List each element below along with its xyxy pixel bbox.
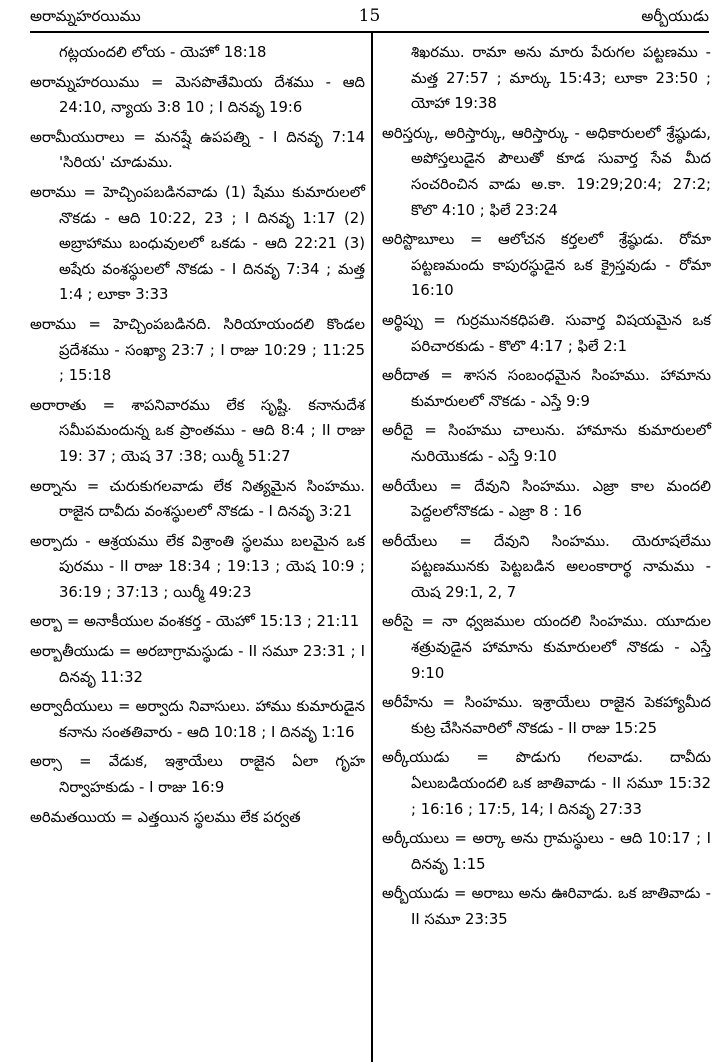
dictionary-entry: అరామీయురాలు = మనష్షే ఉపపత్ని - I దినవృ 7:14 'సిరియ' చూడుము. bbox=[30, 128, 365, 172]
dictionary-entry: అరీహేను = సింహము. ఇశ్రాయేలు రాజైన పెకహ్యామీద కుట్ర చేసినవారిలో నొకడు - II రాజు 15:25 bbox=[382, 694, 711, 737]
dictionary-entry: అర్బా = అనాకీయుల వంశకర్త - యెహో 15:13 ; 21:11 bbox=[30, 613, 360, 631]
dictionary-entry: అరాము = హెచ్చింపబడినవాడు (1) షేము కుమారులలో నొకడు - ఆది 10:22, 23 ; I దినవృ 1:17 (2) అబ్రాహాము బంధువులలో ఒకడు - ఆది 22:21 (3) అషేరు వంశస్థులలో నొకడు - I దినవృ 7:34 ; మత్త 1:4 ; లూకా 3:33 bbox=[30, 183, 365, 304]
dictionary-entry: గట్లయందలి లోయ - యెహో 18:18 bbox=[59, 44, 267, 61]
dictionary-entry: అరిస్తర్కు, అరిస్తార్కు, ఆరిస్తార్కు - అధికారులలో శ్రేష్ఠుడు, అపోస్తలుడైన పౌలుతో కూడ సువార్త సేవ మీద సంచరించిన వాడు అ.కా. 19:29;20:4; 27:2; కొలొ 4:10 ; ఫిలే 23:24 bbox=[382, 124, 711, 219]
page-header bbox=[30, 4, 709, 30]
dictionary-entry: అరిస్టొబూలు = ఆలోచన కర్తలలో శ్రేష్ఠుడు. రోమా పట్టణమందు కాపురస్థుడైన ఒక క్రైస్తవుడు - రోమా 16:10 bbox=[382, 231, 711, 300]
dictionary-entry: అరాము = హెచ్చింపబడినది. సిరియాయందలి కొండల ప్రదేశము - సంఖ్యా 23:7 ; I రాజు 10:29 ; 11:25 ; 15:18 bbox=[30, 315, 365, 385]
dictionary-entry: అర్బాతీయుడు = అరబాగ్రామస్థుడు - II సమూ 23:31 ; I దినవృ 11:32 bbox=[30, 643, 365, 686]
dictionary-entry: అరీదై = సింహము చాలును. హామాను కుమారులలో నురియొకడు - ఎస్తే 9:10 bbox=[382, 422, 711, 465]
dictionary-entry: అరీదాత = శాసన సంబంధమైన సింహము. హామాను కుమారులలో నొకడు - ఎస్తే 9:9 bbox=[382, 367, 711, 410]
running-head-right: అర్బీయుడు bbox=[641, 7, 709, 25]
dictionary-entry: అరారాతు = శాపనివారము లేక సృష్టి. కనానుదేశ సమీపమందున్న ఒక ప్రాంతము - ఆది 8:4 ; II రాజు 19: 37 ; యెష 37 :38; యిర్మీ 51:27 bbox=[30, 396, 365, 465]
left-column bbox=[30, 40, 365, 834]
dictionary-entry: అర్కీయుడు = పొడుగు గలవాడు. దావీదు ఏలుబడియందలి ఒక జాతివాడు - II సమూ 15:32 ; 16:16 ; 17:5, 14; I దినవృ 27:33 bbox=[382, 749, 711, 818]
column-divider bbox=[371, 33, 373, 1062]
dictionary-entry: అర్థిప్పు = గుర్రమునకధిపతి. సువార్త విషయమైన ఒక పరిచారకుడు - కొలొ 4:17 ; ఫిలే 2:1 bbox=[382, 311, 711, 355]
page-number: 15 bbox=[358, 6, 381, 26]
dictionary-entry: అరిమతయియ = ఎత్తయిన స్థలము లేక పర్వత bbox=[30, 808, 301, 826]
dictionary-entry: అరీసై = నా ధ్వజముల యందలి సింహము. యూదుల శత్రువుడైన హామాను కుమారులలో నొకడు - ఎస్తే 9:10 bbox=[382, 613, 711, 682]
dictionary-entry: అర్బీయుడు = అరాబు అను ఊరివాడు. ఒక జాతివాడు - II సమూ 23:35 bbox=[382, 885, 711, 928]
dictionary-entry: అర్వాదీయులు = అర్వాదు నివాసులు. హాము కుమారుడైన కనాను సంతతివారు - ఆది 10:18 ; I దినవృ 1:16 bbox=[30, 698, 365, 741]
right-column bbox=[382, 40, 711, 937]
header-rule bbox=[30, 31, 709, 33]
dictionary-entry: అరీయేలు = దేవుని సింహము. యెరూషలేము పట్టణమునకు పెట్టబడిన అలంకారార్థ నామము - యెష 29:1, 2, 7 bbox=[382, 532, 711, 601]
dictionary-entry: అర్నాను = చురుకుగలవాడు లేక నిత్యమైన సింహము. రాజైన దావీదు వంశస్థులలో నొకడు - I దినవృ 3:21 bbox=[30, 477, 365, 521]
dictionary-entry: అర్పాదు - ఆశ్రయము లేక విశ్రాంతి స్థలము బలమైన ఒక పురము - II రాజు 18:34 ; 19:13 ; యెష 10:9 ; 36:19 ; 37:13 ; యిర్మీ 49:23 bbox=[30, 532, 365, 601]
dictionary-entry: అర్కీయులు = అర్కా అను గ్రామస్థులు - ఆది 10:17 ; I దినవృ 1:15 bbox=[382, 830, 711, 873]
dictionary-entry: శిఖరము. రామా అను మారు పేరుగల పట్టణము - మత్త 27:57 ; మార్కు 15:43; లూకా 23:50 ; యోహా 19:38 bbox=[411, 44, 711, 113]
dictionary-entry: అరీయేలు = దేవుని సింహము. ఎజ్రా కాల మందలి పెద్దలలోనొకడు - ఎజ్రా 8 : 16 bbox=[382, 477, 711, 521]
dictionary-entry: అర్సా = వేడుక, ఇశ్రాయేలు రాజైన ఏలా గృహ నిర్వాహకుడు - I రాజు 16:9 bbox=[30, 753, 365, 797]
dictionary-entry: అరామ్నహరయిము = మెసపొతేమియ దేశము - ఆది 24:10, న్యాయ 3:8 10 ; I దినవృ 19:6 bbox=[30, 73, 365, 117]
running-head-left: అరామ్నహరయిము bbox=[30, 7, 141, 25]
